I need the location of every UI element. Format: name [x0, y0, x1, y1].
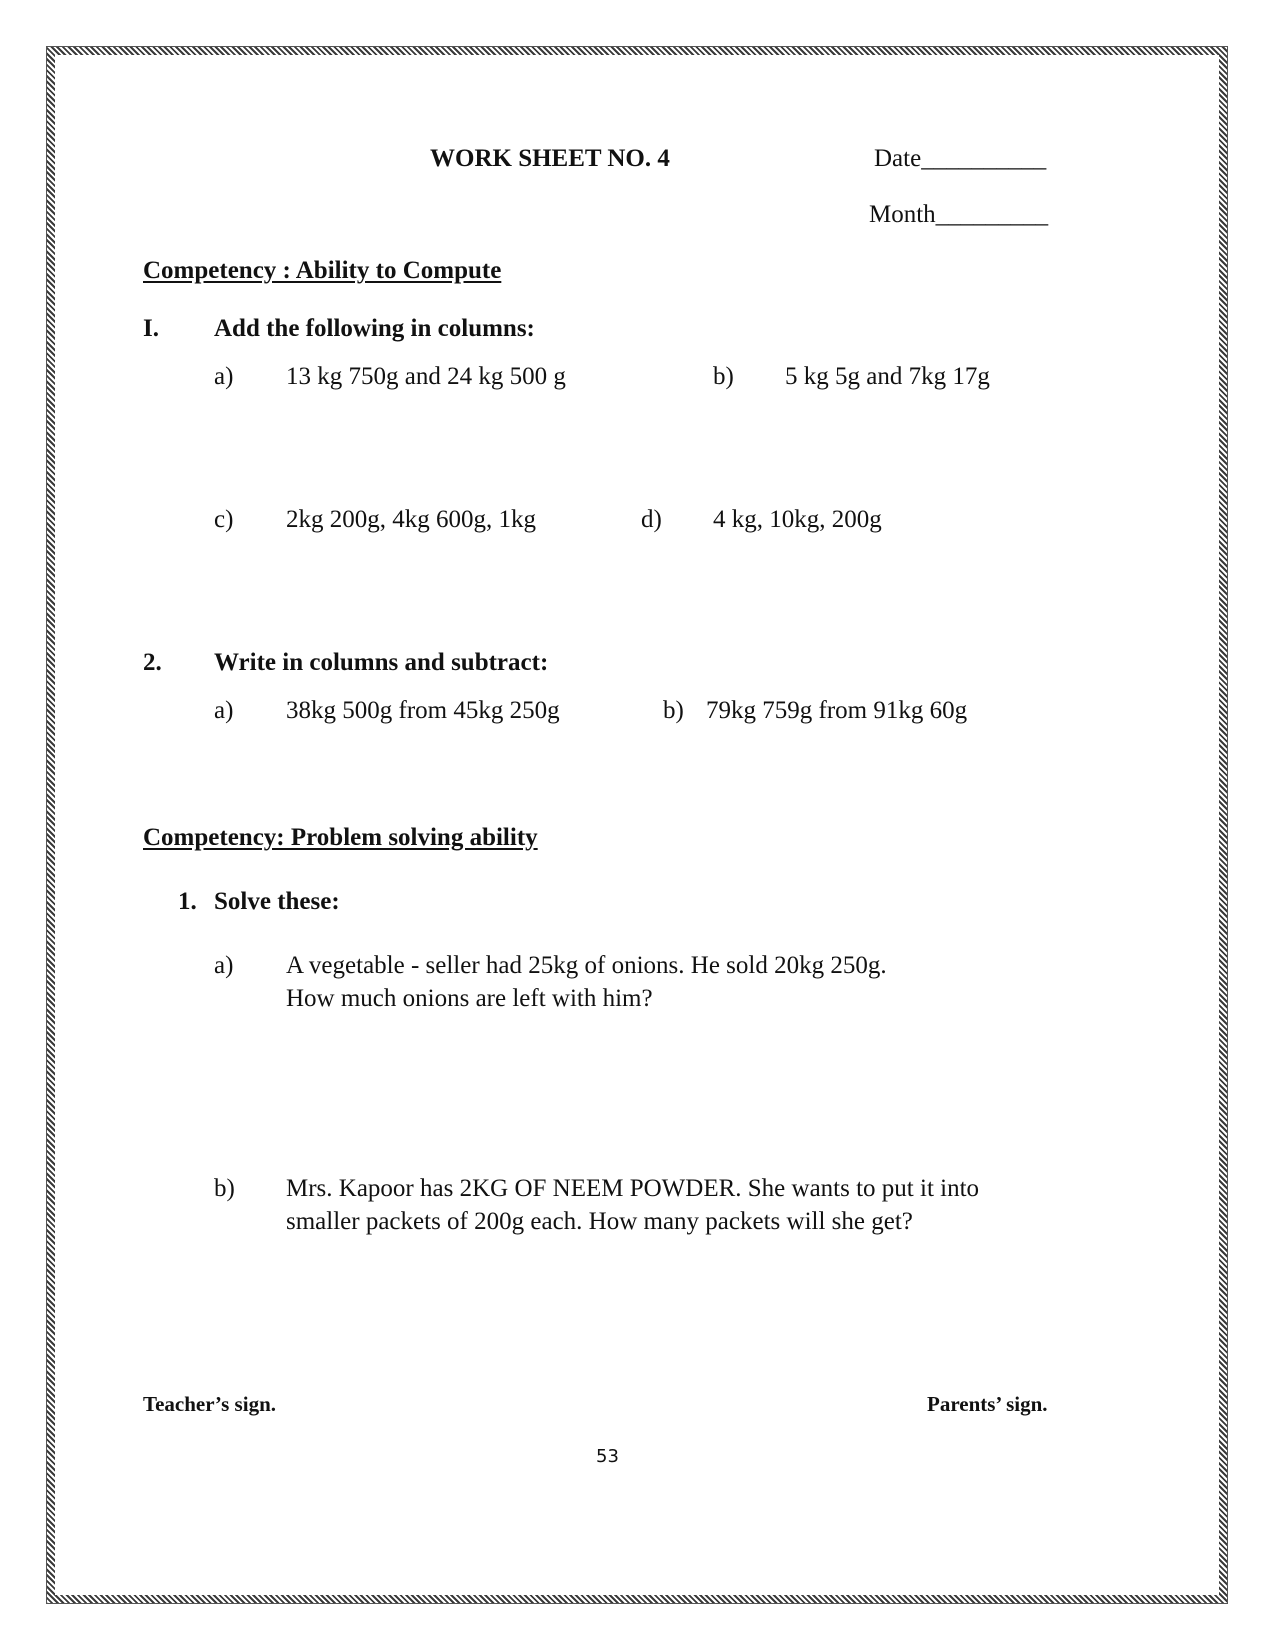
competency-heading-problem-solving: Competency: Problem solving ability: [143, 824, 538, 851]
item-text: 4 kg, 10kg, 200g: [713, 506, 882, 533]
word-problem-line: How much onions are left with him?: [286, 985, 653, 1012]
item-text: 5 kg 5g and 7kg 17g: [785, 363, 990, 390]
item-label: d): [641, 506, 662, 533]
item-label: c): [214, 506, 234, 533]
word-problem-line: A vegetable - seller had 25kg of onions. He sold 20kg 250g.: [286, 952, 887, 979]
teacher-sign-label: Teacher’s sign.: [143, 1392, 276, 1416]
word-problem-line: smaller packets of 200g each. How many packets will she get?: [286, 1208, 913, 1235]
date-field-label: Date__________: [874, 145, 1047, 172]
question-number: I.: [143, 315, 159, 342]
item-label: a): [214, 697, 234, 724]
item-label: b): [214, 1175, 235, 1202]
item-text: 13 kg 750g and 24 kg 500 g: [286, 363, 566, 390]
item-label: b): [663, 697, 684, 724]
question-number: 1.: [178, 888, 197, 915]
competency-heading-compute: Competency : Ability to Compute: [143, 257, 502, 284]
question-number: 2.: [143, 649, 162, 676]
question-instruction: Add the following in columns:: [214, 315, 535, 342]
item-text: 79kg 759g from 91kg 60g: [706, 697, 968, 724]
question-instruction: Solve these:: [214, 888, 340, 915]
parents-sign-label: Parents’ sign.: [927, 1392, 1048, 1416]
question-instruction: Write in columns and subtract:: [214, 649, 549, 676]
month-field-label: Month_________: [869, 201, 1049, 228]
word-problem-line: Mrs. Kapoor has 2KG OF NEEM POWDER. She wants to put it into: [286, 1175, 980, 1202]
item-text: 2kg 200g, 4kg 600g, 1kg: [286, 506, 536, 533]
item-label: b): [713, 363, 734, 390]
item-label: a): [214, 952, 234, 979]
page-number: 53: [596, 1446, 619, 1467]
item-text: 38kg 500g from 45kg 250g: [286, 697, 560, 724]
item-label: a): [214, 363, 234, 390]
worksheet-title: WORK SHEET NO. 4: [430, 145, 670, 172]
